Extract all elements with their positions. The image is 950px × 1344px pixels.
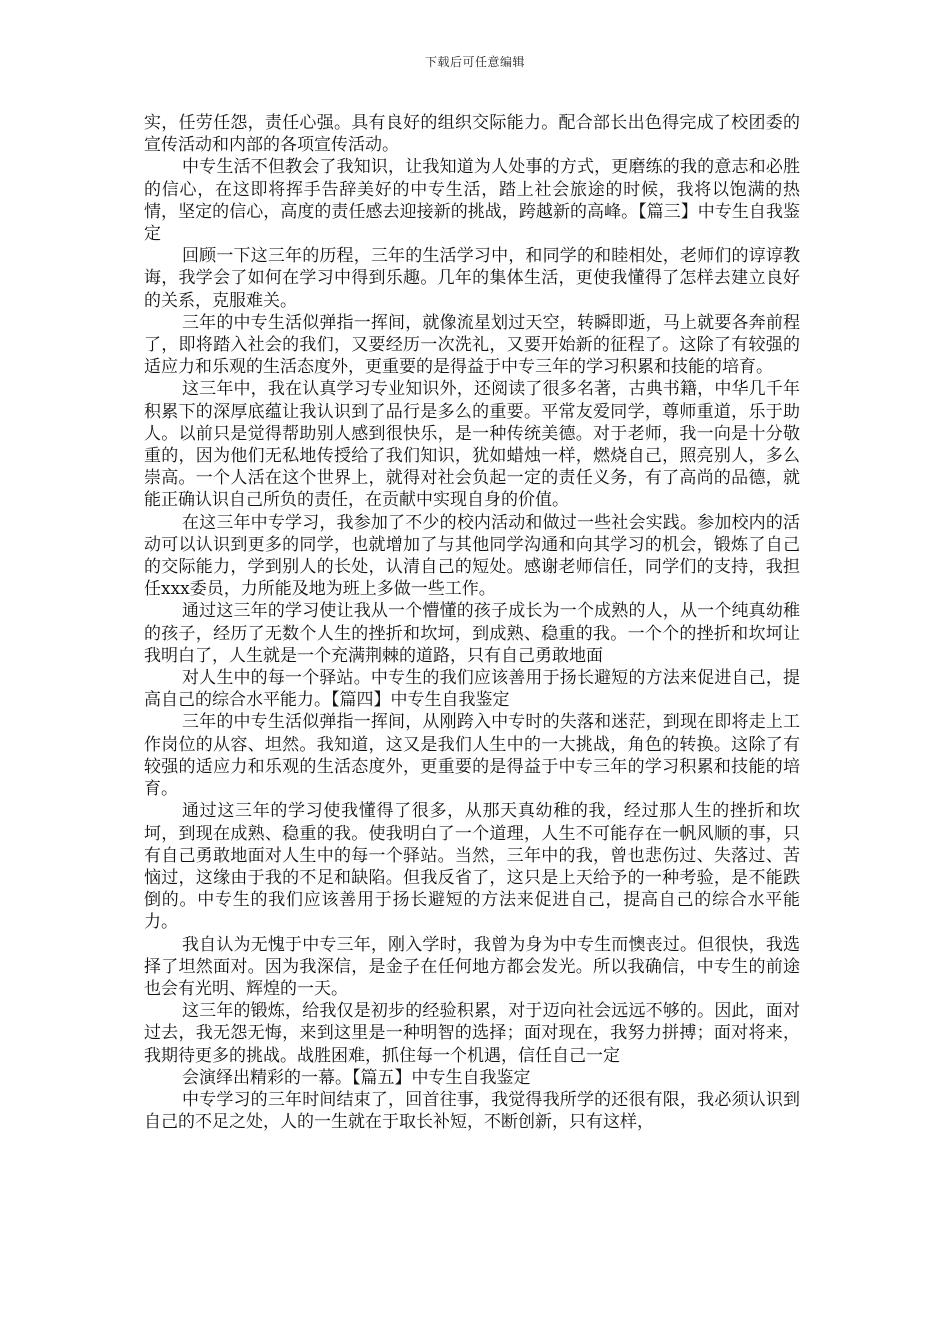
paragraph-2: 中专生活不但教会了我知识，让我知道为人处事的方式，更磨练的我的意志和必胜的信心，在这即将挥手告辞美好的中专生活，踏上社会旅途的时候，我将以饱满的热情，坚定的信心，高度的责任感去迎接新的挑战，跨越新的高峰。【篇三】中专生自我鉴定 (144, 157, 800, 245)
paragraph-1: 实，任劳任怨，责任心强。具有良好的组织交际能力。配合部长出色得完成了校团委的宣传活动和内部的各项宣传活动。 (144, 113, 800, 156)
document-body (144, 112, 800, 1133)
paragraph-14: 中专学习的三年时间结束了，回首往事，我觉得我所学的还很有限，我必须认识到自己的不足之处，人的一生就在于取长补短，不断创新，只有这样， (144, 1089, 800, 1133)
paragraph-6: 在这三年中专学习，我参加了不少的校内活动和做过一些社会实践。参加校内的活动可以认识到更多的同学，也就增加了与其他同学沟通和向其学习的机会，锻炼了自己的交际能力，学到别人的长处，认清自己的短处。感谢老师信任，同学们的支持，我担任xxx委员，力所能及地为班上多做一些工作。 (144, 512, 800, 600)
paragraph-7: 通过这三年的学习使让我从一个懵懂的孩子成长为一个成熟的人，从一个纯真幼稚的孩子，经历了无数个人生的挫折和坎坷，到成熟、稳重的我。一个个的挫折和坎坷让我明白了，人生就是一个充满荆棘的道路，只有自己勇敢地面 (144, 601, 800, 666)
paragraph-8: 对人生中的每一个驿站。中专生的我们应该善用于扬长避短的方法来促进自己，提高自己的综合水平能力。【篇四】中专生自我鉴定 (144, 668, 800, 711)
paragraph-10: 通过这三年的学习使我懂得了很多，从那天真幼稚的我，经过那人生的挫折和坎坷，到现在成熟、稳重的我。使我明白了一个道理，人生不可能存在一帆风顺的事，只有自己勇敢地面对人生中的每一个驿站。当然，三年中的我，曾也悲伤过、失落过、苦恼过，这缘由于我的不足和缺陷。但我反省了，这只是上天给予的一种考验，是不能跌倒的。中专生的我们应该善用于扬长避短的方法来促进自己，提高自己的综合水平能力。 (144, 801, 800, 933)
paragraph-12: 这三年的锻炼，给我仅是初步的经验积累，对于迈向社会远远不够的。因此，面对过去，我无怨无悔，来到这里是一种明智的选择；面对现在，我努力拼搏；面对将来，我期待更多的挑战。战胜困难，抓住每一个机遇，信任自己一定 (144, 1001, 800, 1066)
paragraph-4: 三年的中专生活似弹指一挥间，就像流星划过天空，转瞬即逝，马上就要各奔前程了，即将踏入社会的我们，又要经历一次洗礼，又要开始新的征程了。这除了有较强的适应力和乐观的生活态度外，更重要的是得益于中专三年的学习积累和技能的培育。 (144, 312, 800, 378)
paragraph-11: 我自认为无愧于中专三年，刚入学时，我曾为身为中专生而懊丧过。但很快，我选择了坦然面对。因为我深信，是金子在任何地方都会发光。所以我确信，中专生的前途也会有光明、辉煌的一天。 (144, 934, 800, 999)
page-header: 下载后可任意编辑 (424, 55, 525, 69)
paragraph-13: 会演绎出精彩的一幕。【篇五】中专生自我鉴定 (182, 1067, 531, 1088)
paragraph-3: 回顾一下这三年的历程，三年的生活学习中，和同学的和睦相处，老师们的谆谆教诲，我学会了如何在学习中得到乐趣。几年的集体生活，更使我懂得了怎样去建立良好的关系，克服难关。 (144, 246, 800, 311)
paragraph-9: 三年的中专生活似弹指一挥间，从刚跨入中专时的失落和迷茫，到现在即将走上工作岗位的从容、坦然。我知道，这又是我们人生中的一大挑战，角色的转换。这除了有较强的适应力和乐观的生活态度外，更重要的是得益于中专三年的学习积累和技能的培育。 (144, 712, 800, 800)
paragraph-5: 这三年中，我在认真学习专业知识外，还阅读了很多名著，古典书籍，中华几千年积累下的深厚底蕴让我认识到了品行是多么的重要。平常友爱同学，尊师重道，乐于助人。以前只是觉得帮助别人感到很快乐，是一种传统美德。对于老师，我一向是十分敬重的，因为他们无私地传授给了我们知识，犹如蜡烛一样，燃烧自己，照亮别人，多么崇高。一个人活在这个世界上，就得对社会负起一定的责任义务，有了高尚的品德，就能正确认识自己所负的责任，在贡献中实现自身的价值。 (144, 379, 800, 511)
